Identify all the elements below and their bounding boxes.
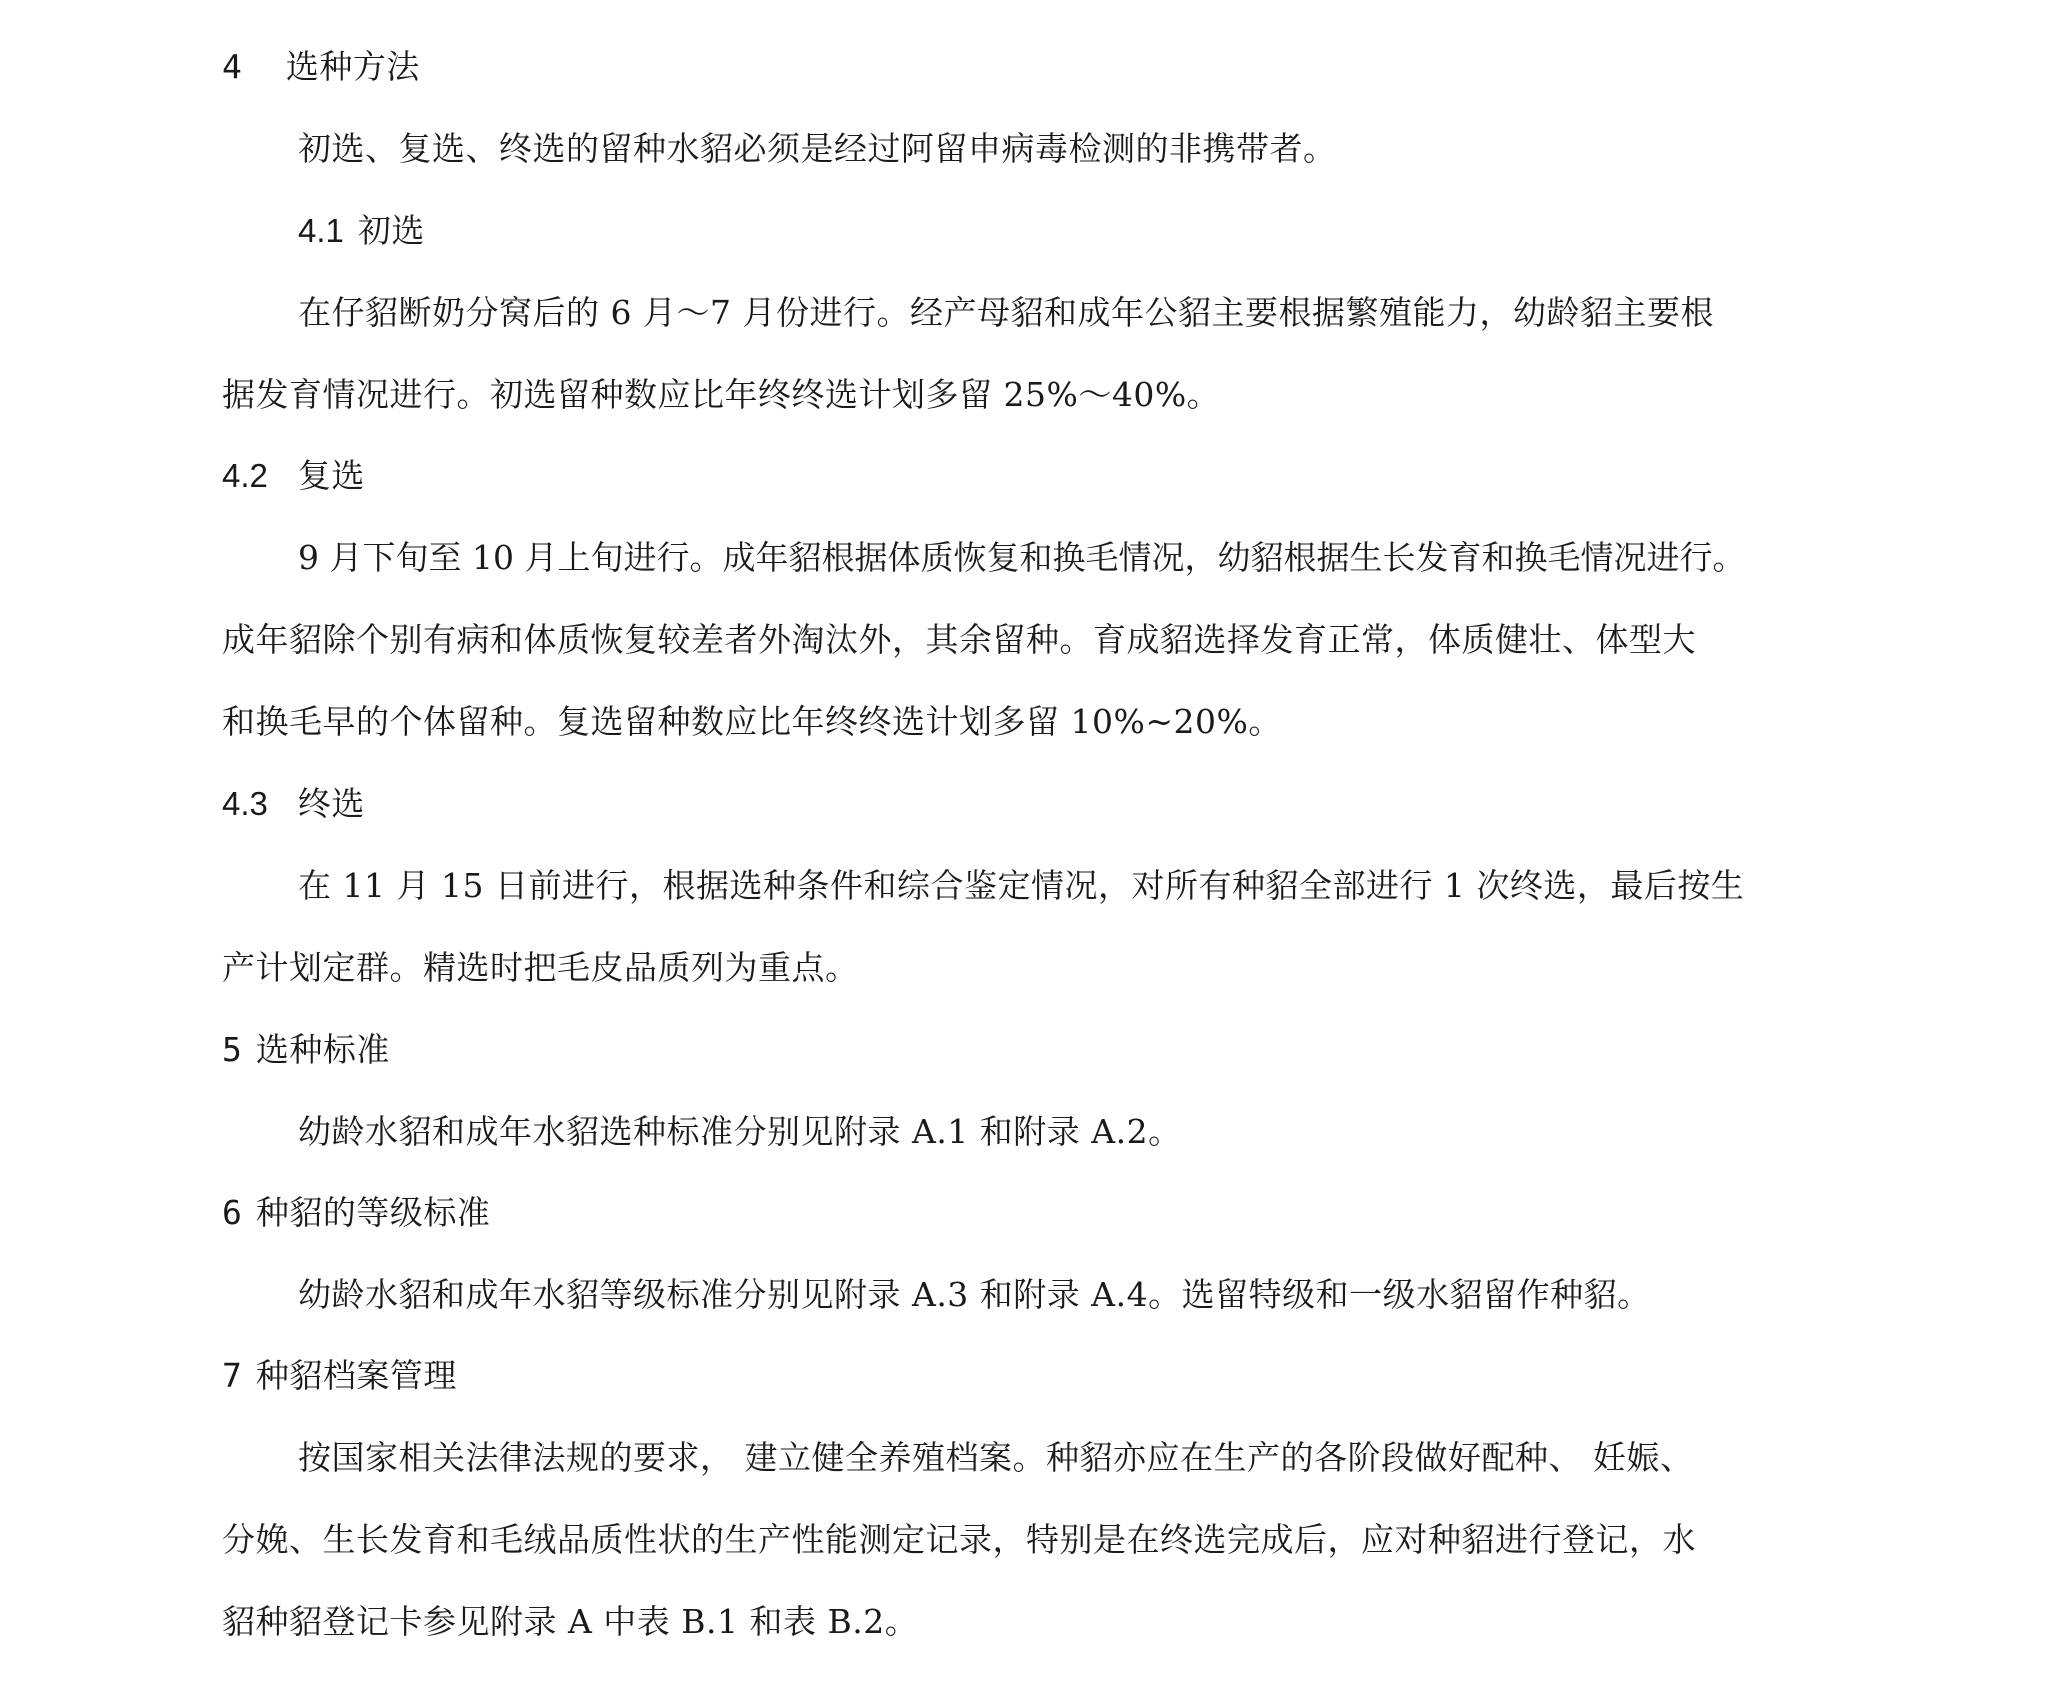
heading-section-4 — [222, 47, 420, 87]
heading-section-6 — [222, 1193, 490, 1233]
heading-section-5 — [222, 1030, 390, 1070]
heading-number: 4 — [222, 47, 242, 86]
heading-number: 4.1 — [298, 212, 344, 249]
paragraph-line: 产计划定群。精选时把毛皮品质列为重点。 — [222, 948, 859, 987]
paragraph-line: 幼龄水貂和成年水貂等级标准分别见附录 A.3 和附录 A.4。选留特级和一级水貂留作种貂。 — [298, 1275, 1651, 1314]
heading-number: 7 — [222, 1356, 242, 1395]
paragraph-line: 在 11 月 15 日前进行，根据选种条件和综合鉴定情况，对所有种貂全部进行 1 次终选，最后按生 — [298, 866, 1745, 905]
heading-number: 4.2 — [222, 457, 268, 494]
heading-section-4-1 — [298, 211, 425, 251]
heading-title: 初选 — [357, 211, 425, 250]
heading-section-7 — [222, 1356, 457, 1396]
paragraph-line: 在仔貂断奶分窝后的 6 月～7 月份进行。经产母貂和成年公貂主要根据繁殖能力，幼龄貂主要根 — [298, 293, 1714, 332]
heading-number: 4.3 — [222, 785, 268, 822]
heading-title: 选种方法 — [285, 47, 420, 86]
paragraph-line: 按国家相关法律法规的要求， 建立健全养殖档案。种貂亦应在生产的各阶段做好配种、 妊娠、 — [298, 1438, 1694, 1477]
heading-number: 5 — [222, 1030, 242, 1069]
paragraph-line: 貂种貂登记卡参见附录 A 中表 B.1 和表 B.2。 — [222, 1602, 919, 1641]
paragraph-line: 和换毛早的个体留种。复选留种数应比年终终选计划多留 10%~20%。 — [222, 702, 1282, 741]
paragraph-line: 成年貂除个别有病和体质恢复较差者外淘汰外，其余留种。育成貂选择发育正常，体质健壮、体型大 — [222, 620, 1696, 659]
paragraph-line: 据发育情况进行。初选留种数应比年终终选计划多留 25%～40%。 — [222, 375, 1221, 414]
heading-title: 种貂的等级标准 — [255, 1193, 491, 1232]
heading-section-4-2 — [222, 456, 365, 496]
heading-section-4-3 — [222, 784, 365, 824]
paragraph-line: 初选、复选、终选的留种水貂必须是经过阿留申病毒检测的非携带者。 — [298, 129, 1337, 168]
paragraph-line: 9 月下旬至 10 月上旬进行。成年貂根据体质恢复和换毛情况，幼貂根据生长发育和换毛情况进行。 — [298, 538, 1746, 577]
heading-title: 复选 — [297, 456, 365, 495]
paragraph-line: 分娩、生长发育和毛绒品质性状的生产性能测定记录，特别是在终选完成后，应对种貂进行登记，水 — [222, 1520, 1696, 1559]
heading-title: 终选 — [297, 784, 365, 823]
heading-title: 种貂档案管理 — [255, 1356, 457, 1395]
paragraph-line: 幼龄水貂和成年水貂选种标准分别见附录 A.1 和附录 A.2。 — [298, 1112, 1182, 1151]
heading-number: 6 — [222, 1193, 242, 1232]
heading-title: 选种标准 — [255, 1030, 390, 1069]
